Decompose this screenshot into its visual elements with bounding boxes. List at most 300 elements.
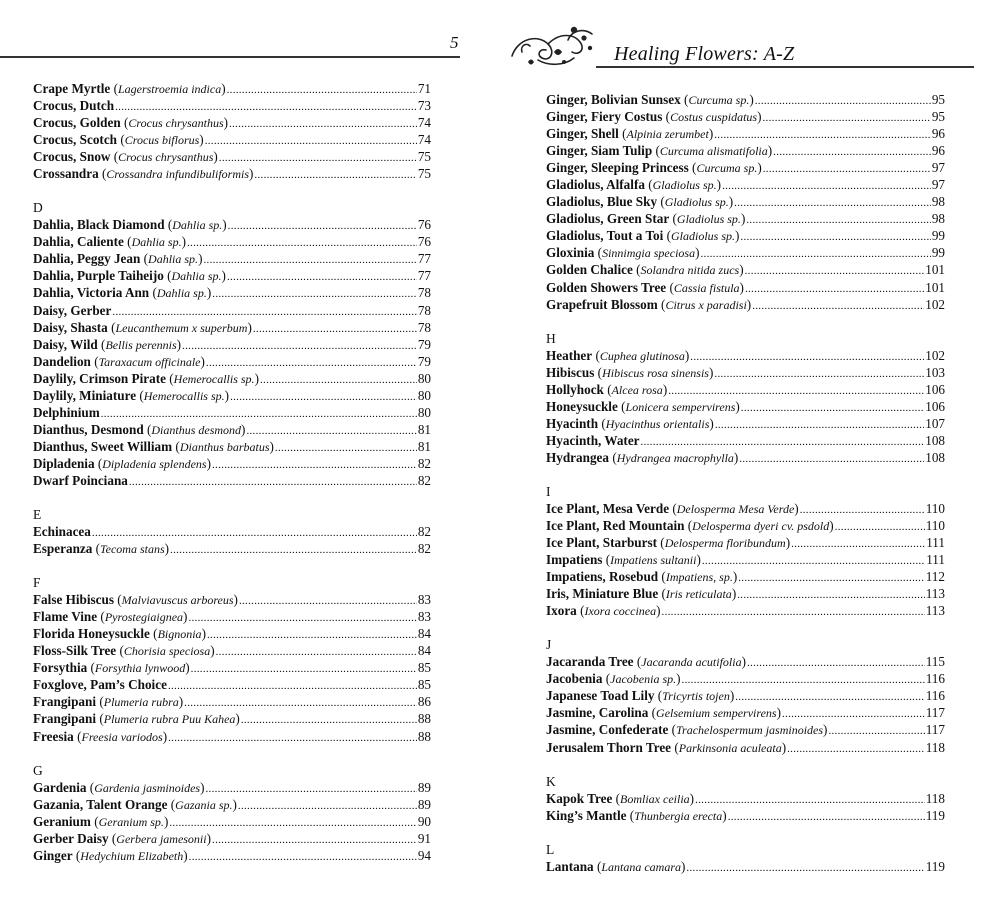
entry-scientific-name: Alpinia zerumbet bbox=[626, 127, 709, 142]
paren-close: ) bbox=[178, 694, 184, 710]
entry-scientific-name: Ixora coccinea bbox=[584, 604, 657, 619]
entry-name: Frangipani bbox=[33, 711, 97, 727]
paren-open: ( bbox=[594, 245, 603, 261]
entry-page-number: 113 bbox=[925, 603, 945, 619]
paren-close: ) bbox=[176, 336, 182, 352]
paren-close: ) bbox=[746, 296, 752, 312]
entry-scientific-name: Gelsemium sempervirens bbox=[656, 706, 777, 721]
entry-scientific-name: Sinnimgia speciosa bbox=[602, 246, 696, 261]
entry-scientific-name: Tecoma stans bbox=[100, 542, 165, 557]
entry-name: Gladiolus, Tout a Toi bbox=[546, 228, 664, 244]
entry-page-number: 77 bbox=[417, 268, 431, 284]
paren-close: ) bbox=[695, 245, 700, 261]
index-entry bbox=[546, 91, 945, 108]
paren-close: ) bbox=[740, 211, 746, 227]
entry-scientific-name: Jacaranda acutifolia bbox=[641, 655, 742, 670]
dot-leader bbox=[170, 540, 417, 559]
index-entry bbox=[33, 421, 431, 438]
paren-close: ) bbox=[223, 115, 229, 131]
entry-name: Jacobenia bbox=[546, 671, 603, 687]
dot-leader bbox=[189, 847, 417, 866]
paren-close: ) bbox=[794, 500, 799, 516]
paren-open: ( bbox=[658, 586, 666, 602]
paren-close: ) bbox=[232, 796, 237, 812]
paren-open: ( bbox=[666, 279, 674, 295]
dot-leader bbox=[686, 858, 924, 877]
entry-scientific-name: Gladiolus sp. bbox=[671, 229, 736, 244]
paren-close: ) bbox=[210, 643, 215, 659]
paren-open: ( bbox=[680, 92, 689, 107]
paren-open: ( bbox=[167, 796, 176, 812]
paren-close: ) bbox=[684, 347, 690, 363]
entry-page-number: 79 bbox=[417, 353, 431, 369]
paren-open: ( bbox=[165, 370, 174, 386]
dot-leader bbox=[662, 602, 925, 621]
paren-close: ) bbox=[735, 228, 740, 244]
entry-name: Crocus, Dutch bbox=[33, 98, 115, 114]
entry-name: Daylily, Crimson Pirate bbox=[33, 370, 166, 386]
entry-page-number: 74 bbox=[417, 115, 431, 131]
entry-scientific-name: Citrus x paradisi bbox=[665, 297, 747, 312]
entry-page-number: 98 bbox=[931, 194, 945, 210]
index-entry bbox=[33, 830, 431, 847]
entry-page-number: 77 bbox=[417, 251, 431, 267]
entry-page-number: 71 bbox=[417, 81, 431, 96]
paren-open: ( bbox=[612, 790, 621, 806]
paren-open: ( bbox=[107, 319, 116, 335]
entry-name: Dwarf Poinciana bbox=[33, 472, 128, 488]
paren-open: ( bbox=[97, 336, 106, 352]
paren-close: ) bbox=[241, 421, 246, 437]
entry-name: Dahlia, Victoria Ann bbox=[33, 285, 150, 301]
paren-close: ) bbox=[729, 688, 735, 704]
index-entry bbox=[33, 625, 431, 642]
index-entry bbox=[546, 398, 945, 415]
index-entry bbox=[546, 244, 945, 261]
entry-name: Gerber Daisy bbox=[33, 830, 109, 846]
entry-name: Dipladenia bbox=[33, 455, 95, 471]
entry-page-number: 98 bbox=[931, 211, 945, 227]
index-entry bbox=[546, 534, 945, 551]
paren-close: ) bbox=[200, 779, 205, 795]
entry-scientific-name: Hedychium Elizabeth bbox=[80, 848, 184, 863]
entry-page-number: 78 bbox=[417, 319, 431, 335]
index-entry bbox=[33, 165, 431, 182]
entry-page-number: 96 bbox=[931, 143, 945, 159]
paren-open: ( bbox=[657, 535, 665, 551]
paren-close: ) bbox=[708, 364, 714, 380]
entry-name: Crocus, Golden bbox=[33, 115, 121, 131]
paren-close: ) bbox=[689, 790, 695, 806]
paren-close: ) bbox=[823, 722, 828, 738]
entry-page-number: 88 bbox=[417, 728, 431, 744]
entry-name: Frangipani bbox=[33, 694, 97, 710]
entry-scientific-name: Crocus chrysanthus bbox=[128, 116, 224, 131]
entry-page-number: 78 bbox=[417, 302, 431, 318]
paren-open: ( bbox=[658, 569, 666, 585]
paren-close: ) bbox=[741, 654, 746, 670]
paren-open: ( bbox=[603, 381, 612, 397]
index-entry bbox=[546, 807, 945, 824]
paren-close: ) bbox=[183, 847, 188, 863]
entry-page-number: 90 bbox=[417, 813, 431, 829]
paren-close: ) bbox=[233, 592, 238, 608]
section-spacer bbox=[33, 745, 431, 762]
entry-name: Ginger, Fiery Costus bbox=[546, 109, 663, 125]
entry-scientific-name: Crossandra infundibuliformis bbox=[106, 167, 250, 182]
section-letter: H bbox=[546, 330, 556, 346]
entry-scientific-name: Lagerstroemia indica bbox=[117, 82, 222, 96]
entry-page-number: 76 bbox=[417, 234, 431, 250]
entry-page-number: 82 bbox=[417, 455, 431, 471]
paren-open: ( bbox=[87, 660, 95, 676]
entry-page-number: 85 bbox=[417, 660, 431, 676]
entry-name: Crocus, Scotch bbox=[33, 132, 118, 148]
paren-close: ) bbox=[162, 728, 168, 744]
dot-leader bbox=[129, 472, 417, 491]
index-entry bbox=[33, 591, 431, 608]
entry-page-number: 96 bbox=[931, 126, 945, 142]
paren-open: ( bbox=[662, 109, 671, 125]
section-spacer bbox=[33, 489, 431, 506]
paren-open: ( bbox=[113, 592, 122, 608]
entry-scientific-name: Cuphea glutinosa bbox=[599, 348, 685, 363]
paren-open: ( bbox=[576, 603, 585, 619]
paren-close: ) bbox=[254, 370, 259, 386]
entry-name: Floss-Silk Tree bbox=[33, 643, 117, 659]
paren-close: ) bbox=[757, 160, 762, 176]
index-entry bbox=[546, 142, 945, 159]
entry-name: Daylily, Miniature bbox=[33, 387, 137, 403]
entry-page-number: 111 bbox=[926, 552, 945, 568]
index-entry bbox=[546, 602, 945, 619]
entry-page-number: 118 bbox=[925, 739, 945, 755]
floral-ornament-icon bbox=[508, 22, 600, 74]
paren-close: ) bbox=[185, 660, 190, 676]
entry-name: Ixora bbox=[546, 603, 577, 619]
index-entry bbox=[546, 721, 945, 738]
entry-name: Flame Vine bbox=[33, 609, 98, 625]
paren-open: ( bbox=[657, 194, 665, 210]
entry-page-number: 74 bbox=[417, 132, 431, 148]
entry-page-number: 108 bbox=[925, 449, 945, 465]
index-entry bbox=[33, 387, 431, 404]
paren-open: ( bbox=[92, 541, 101, 557]
paren-close: ) bbox=[198, 251, 203, 267]
entry-page-number: 99 bbox=[931, 228, 945, 244]
entry-scientific-name: Crocus biflorus bbox=[124, 133, 200, 148]
entry-scientific-name: Gladiolus sp. bbox=[676, 212, 741, 227]
entry-page-number: 80 bbox=[417, 387, 431, 403]
index-entry bbox=[546, 108, 945, 125]
index-entry bbox=[546, 858, 945, 875]
index-entry bbox=[33, 80, 431, 97]
entry-page-number: 106 bbox=[925, 398, 945, 414]
paren-close: ) bbox=[200, 353, 205, 369]
index-entry bbox=[546, 449, 945, 466]
paren-close: ) bbox=[732, 569, 738, 585]
section-letter: F bbox=[33, 575, 41, 591]
section-spacer bbox=[546, 466, 945, 483]
header-rule-right bbox=[596, 66, 974, 68]
entry-page-number: 78 bbox=[417, 285, 431, 301]
entry-scientific-name: Dahlia sp. bbox=[148, 252, 199, 267]
index-entry bbox=[33, 813, 431, 830]
paren-open: ( bbox=[669, 211, 677, 227]
index-entry bbox=[546, 261, 945, 278]
index-entry bbox=[33, 540, 431, 557]
entry-page-number: 81 bbox=[417, 421, 431, 437]
index-entry bbox=[33, 438, 431, 455]
entry-page-number: 115 bbox=[925, 654, 945, 670]
entry-name: Hydrangea bbox=[546, 449, 610, 465]
entry-page-number: 84 bbox=[417, 643, 431, 659]
entry-page-number: 83 bbox=[417, 609, 431, 625]
entry-page-number: 94 bbox=[417, 847, 431, 863]
paren-open: ( bbox=[86, 779, 95, 795]
section-spacer bbox=[33, 557, 431, 574]
entry-scientific-name: Dahlia sp. bbox=[172, 218, 223, 233]
index-entry bbox=[33, 148, 431, 165]
entry-scientific-name: Hemerocallis sp. bbox=[173, 371, 255, 386]
index-entry bbox=[33, 728, 431, 745]
paren-open: ( bbox=[602, 671, 611, 687]
entry-scientific-name: Delosperma dyeri cv. psdold bbox=[692, 518, 830, 533]
entry-name: False Hibiscus bbox=[33, 592, 114, 608]
paren-open: ( bbox=[110, 149, 119, 165]
paren-close: ) bbox=[708, 126, 714, 142]
entry-name: Dahlia, Purple Taiheijo bbox=[33, 268, 164, 284]
index-entry bbox=[546, 568, 945, 585]
entry-name: Daisy, Shasta bbox=[33, 319, 108, 335]
index-entry bbox=[546, 159, 945, 176]
entry-scientific-name: Curcuma sp. bbox=[696, 161, 758, 176]
entry-page-number: 73 bbox=[417, 98, 431, 114]
paren-open: ( bbox=[90, 813, 99, 829]
paren-open: ( bbox=[654, 688, 663, 704]
paren-close: ) bbox=[733, 449, 739, 465]
dot-leader bbox=[787, 739, 925, 758]
entry-page-number: 88 bbox=[417, 711, 431, 727]
entry-name: Lantana bbox=[546, 858, 594, 874]
entry-name: Japanese Toad Lily bbox=[546, 688, 655, 704]
entry-name: Delphinium bbox=[33, 404, 100, 420]
entry-scientific-name: Iris reticulata bbox=[665, 587, 732, 602]
entry-page-number: 75 bbox=[417, 149, 431, 165]
entry-page-number: 82 bbox=[417, 541, 431, 557]
index-entry bbox=[33, 114, 431, 131]
entry-page-number: 86 bbox=[417, 694, 431, 710]
paren-open: ( bbox=[648, 705, 657, 721]
paren-close: ) bbox=[757, 109, 762, 125]
paren-close: ) bbox=[221, 81, 226, 96]
entry-scientific-name: Bomliax ceilia bbox=[620, 791, 690, 806]
index-entry bbox=[33, 472, 431, 489]
index-entry bbox=[33, 710, 431, 727]
index-entry bbox=[33, 233, 431, 250]
index-entry bbox=[33, 608, 431, 625]
index-entry bbox=[33, 659, 431, 676]
paren-open: ( bbox=[671, 739, 679, 755]
paren-close: ) bbox=[199, 132, 204, 148]
entry-page-number: 85 bbox=[417, 677, 431, 693]
entry-page-number: 108 bbox=[925, 432, 945, 448]
index-entry bbox=[546, 432, 945, 449]
entry-name: Crocus, Snow bbox=[33, 149, 111, 165]
index-entry bbox=[546, 653, 945, 670]
paren-open: ( bbox=[633, 654, 642, 670]
paren-open: ( bbox=[136, 387, 144, 403]
entry-scientific-name: Freesia variodos bbox=[81, 729, 163, 744]
entry-page-number: 82 bbox=[417, 524, 431, 540]
entry-name: Gladiolus, Green Star bbox=[546, 211, 670, 227]
entry-name: Daisy, Gerber bbox=[33, 302, 112, 318]
entry-scientific-name: Thunbergia erecta bbox=[634, 808, 723, 823]
entry-name: Iris, Miniature Blue bbox=[546, 586, 659, 602]
paren-open: ( bbox=[594, 364, 603, 380]
section-letter: G bbox=[33, 762, 43, 778]
entry-scientific-name: Lonicera sempervirens bbox=[625, 399, 736, 414]
entry-scientific-name: Impatiens, sp. bbox=[665, 570, 733, 585]
entry-scientific-name: Gazania sp. bbox=[175, 797, 233, 812]
entry-scientific-name: Jacobenia sp. bbox=[610, 672, 677, 687]
entry-scientific-name: Alcea rosa bbox=[611, 382, 663, 397]
entry-name: Gladiolus, Blue Sky bbox=[546, 194, 658, 210]
section-letter: K bbox=[546, 773, 556, 789]
dot-leader bbox=[254, 165, 416, 184]
entry-page-number: 95 bbox=[931, 109, 945, 125]
paren-open: ( bbox=[164, 217, 173, 233]
entry-name: Impatiens, Rosebud bbox=[546, 569, 659, 585]
entry-page-number: 117 bbox=[925, 722, 945, 738]
section-letter: L bbox=[546, 841, 555, 857]
index-entry bbox=[546, 551, 945, 568]
paren-open: ( bbox=[593, 858, 602, 874]
paren-open: ( bbox=[592, 347, 600, 363]
entry-name: Jerusalem Thorn Tree bbox=[546, 739, 672, 755]
entry-scientific-name: Lantana camara bbox=[601, 859, 682, 874]
entry-name: Jasmine, Confederate bbox=[546, 722, 669, 738]
entry-scientific-name: Parkinsonia aculeata bbox=[678, 740, 782, 755]
entry-name: Hollyhock bbox=[546, 381, 604, 397]
index-entry bbox=[33, 319, 431, 336]
entry-scientific-name: Dianthus desmond bbox=[151, 422, 242, 437]
entry-scientific-name: Curcuma alismatifolia bbox=[659, 144, 768, 159]
entry-scientific-name: Tricyrtis tojen bbox=[662, 689, 730, 704]
entry-name: King’s Mantle bbox=[546, 807, 627, 823]
entry-name: Freesia bbox=[33, 728, 74, 744]
entry-name: Forsythia bbox=[33, 660, 88, 676]
entry-name: Golden Showers Tree bbox=[546, 279, 667, 295]
entry-name: Jacaranda Tree bbox=[546, 654, 634, 670]
index-entry bbox=[546, 296, 945, 313]
index-entry bbox=[33, 131, 431, 148]
paren-open: ( bbox=[73, 728, 82, 744]
entry-page-number: 84 bbox=[417, 626, 431, 642]
entry-page-number: 113 bbox=[925, 586, 945, 602]
index-column-left bbox=[33, 80, 431, 864]
paren-close: ) bbox=[781, 739, 787, 755]
paren-open: ( bbox=[617, 398, 626, 414]
index-entry bbox=[546, 517, 945, 534]
paren-close: ) bbox=[728, 194, 734, 210]
section-spacer bbox=[546, 313, 945, 330]
entry-page-number: 102 bbox=[925, 296, 945, 312]
entry-page-number: 95 bbox=[931, 92, 945, 107]
entry-name: Florida Honeysuckle bbox=[33, 626, 150, 642]
entry-page-number: 106 bbox=[925, 381, 945, 397]
entry-page-number: 91 bbox=[417, 830, 431, 846]
index-entry bbox=[33, 250, 431, 267]
paren-close: ) bbox=[206, 455, 211, 471]
entry-scientific-name: Costus cuspidatus bbox=[670, 110, 758, 125]
entry-page-number: 107 bbox=[925, 415, 945, 431]
paren-open: ( bbox=[652, 143, 660, 159]
paren-close: ) bbox=[662, 381, 668, 397]
index-entry bbox=[546, 670, 945, 687]
paren-close: ) bbox=[722, 807, 727, 823]
entry-name: Ginger bbox=[33, 847, 73, 863]
paren-close: ) bbox=[224, 387, 230, 403]
entry-scientific-name: Gerbera jamesonii bbox=[116, 831, 207, 846]
entry-name: Ice Plant, Mesa Verde bbox=[546, 500, 670, 516]
section-letter: E bbox=[33, 507, 42, 523]
entry-name: Dahlia, Black Diamond bbox=[33, 217, 165, 233]
paren-open: ( bbox=[618, 126, 627, 142]
entry-scientific-name: Impatiens sultanii bbox=[610, 553, 697, 568]
entry-page-number: 99 bbox=[931, 245, 945, 261]
entry-name: Impatiens bbox=[546, 552, 603, 568]
paren-close: ) bbox=[767, 143, 773, 159]
entry-name: Ginger, Siam Tulip bbox=[546, 143, 653, 159]
paren-open: ( bbox=[143, 421, 152, 437]
entry-name: Dianthus, Sweet William bbox=[33, 438, 173, 454]
entry-scientific-name: Gladiolus sp. bbox=[652, 178, 717, 193]
entry-name: Crape Myrtle bbox=[33, 81, 111, 96]
paren-open: ( bbox=[108, 830, 117, 846]
entry-page-number: 80 bbox=[417, 370, 431, 386]
index-entry bbox=[546, 687, 945, 704]
section-letter: J bbox=[546, 637, 552, 653]
entry-page-number: 111 bbox=[926, 535, 945, 551]
paren-open: ( bbox=[120, 115, 129, 131]
entry-page-number: 97 bbox=[931, 177, 945, 193]
entry-name: Ginger, Bolivian Sunsex bbox=[546, 92, 681, 107]
dot-leader bbox=[739, 449, 924, 468]
entry-scientific-name: Hyacinthus orientalis bbox=[605, 416, 710, 431]
entry-page-number: 76 bbox=[417, 217, 431, 233]
paren-close: ) bbox=[201, 626, 206, 642]
paren-close: ) bbox=[249, 166, 254, 182]
index-entry bbox=[546, 790, 945, 807]
entry-page-number: 79 bbox=[417, 336, 431, 352]
index-entry bbox=[33, 523, 431, 540]
entry-name: Dahlia, Caliente bbox=[33, 234, 124, 250]
paren-open: ( bbox=[149, 626, 158, 642]
paren-open: ( bbox=[98, 166, 107, 182]
section-spacer bbox=[546, 619, 945, 636]
entry-page-number: 101 bbox=[925, 279, 945, 295]
entry-scientific-name: Taraxacum officinale bbox=[98, 354, 201, 369]
entry-name: Geranium bbox=[33, 813, 91, 829]
page-number: 5 bbox=[450, 33, 459, 52]
entry-scientific-name: Bignonia bbox=[157, 627, 202, 642]
paren-close: ) bbox=[656, 603, 661, 619]
entry-name: Heather bbox=[546, 347, 593, 363]
entry-scientific-name: Gladiolus sp. bbox=[664, 195, 729, 210]
entry-page-number: 81 bbox=[417, 438, 431, 454]
entry-scientific-name: Plumeria rubra bbox=[103, 695, 179, 710]
